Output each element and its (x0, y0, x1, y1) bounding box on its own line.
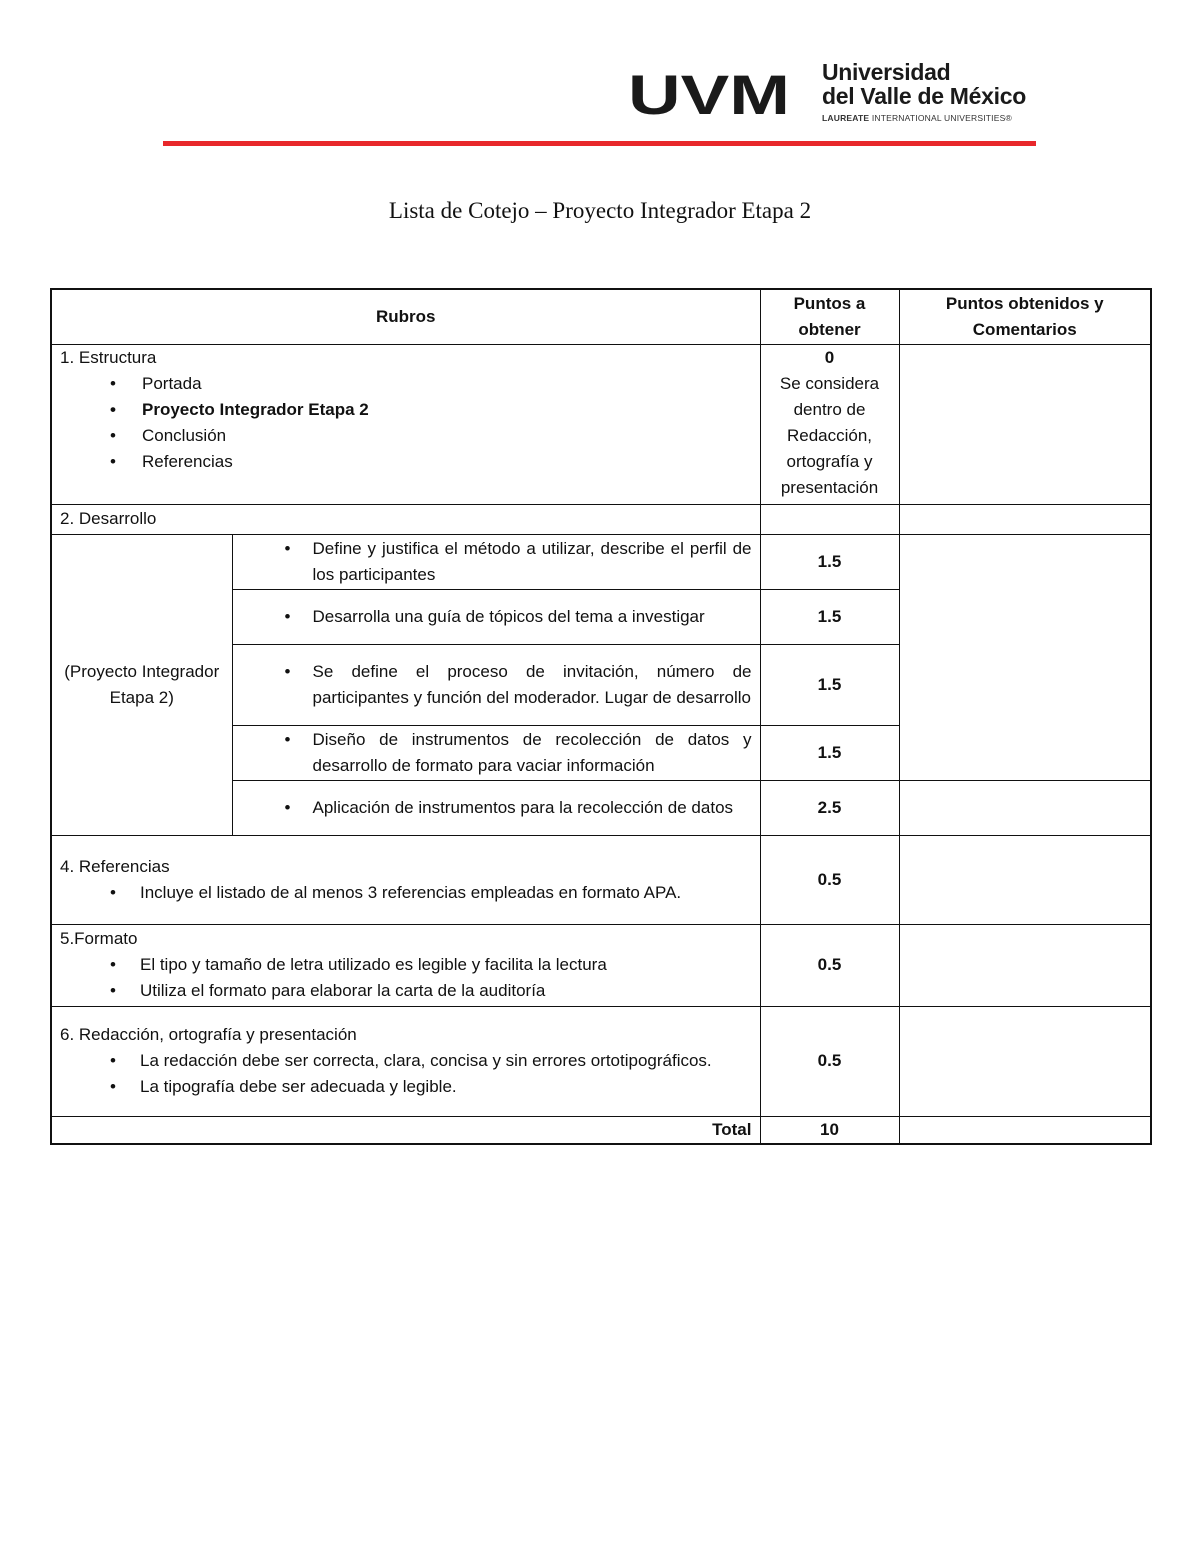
row-total (51, 1116, 1151, 1144)
list-item: • Proyecto Integrador Etapa 2 (142, 397, 752, 423)
laureate-tagline (822, 113, 1026, 123)
desarrollo-item-1: • Define y justifica el método a utilizar, describe el perfil de los participantes (232, 534, 760, 589)
desarrollo-points-2: 1.5 (760, 589, 899, 644)
redaccion-cell (51, 1006, 760, 1116)
logo-uvm-text: UVM (628, 70, 790, 118)
desarrollo-title-points (760, 504, 899, 534)
estructura-title: 1. Estructura (60, 347, 157, 367)
list-item: • Portada (142, 371, 752, 397)
desarrollo-item-4: • Diseño de instrumentos de recolección de datos y desarrollo de formato para vaciar información (232, 725, 760, 780)
estructura-comments[interactable] (899, 344, 1151, 504)
header-rubros: Rubros (51, 289, 760, 344)
row-desarrollo-1 (51, 534, 1151, 589)
list-item: • La tipografía debe ser adecuada y legible. (140, 1074, 752, 1100)
redaccion-comments[interactable] (899, 1006, 1151, 1116)
list-item: • Referencias (142, 449, 752, 475)
row-formato (51, 924, 1151, 1006)
desarrollo-item-2: • Desarrolla una guía de tópicos del tema a investigar (232, 589, 760, 644)
referencias-points: 0.5 (760, 835, 899, 924)
referencias-cell (51, 835, 760, 924)
estructura-note: Se considera dentro de Redacción, ortografía y presentación (779, 373, 880, 497)
row-redaccion (51, 1006, 1151, 1116)
tagline-rest: INTERNATIONAL UNIVERSITIES® (871, 113, 1012, 123)
desarrollo-title-comments[interactable] (899, 504, 1151, 534)
header-puntos: Puntos a obtener (760, 289, 899, 344)
checklist-table (50, 288, 1152, 1145)
desarrollo-points-4: 1.5 (760, 725, 899, 780)
desarrollo-comments-b[interactable] (899, 780, 1151, 835)
desarrollo-group-label: (Proyecto Integrador Etapa 2) (51, 534, 232, 835)
row-estructura (51, 344, 1151, 504)
redaccion-points: 0.5 (760, 1006, 899, 1116)
total-label: Total (51, 1116, 760, 1144)
referencias-title: 4. Referencias (60, 856, 170, 876)
desarrollo-item-5: • Aplicación de instrumentos para la recolección de datos (232, 780, 760, 835)
desarrollo-title: 2. Desarrollo (51, 504, 760, 534)
formato-cell (51, 924, 760, 1006)
estructura-points: 0 (824, 347, 835, 367)
redaccion-title: 6. Redacción, ortografía y presentación (60, 1025, 357, 1044)
list-item: • El tipo y tamaño de letra utilizado es legible y facilita la lectura (140, 952, 752, 978)
list-item: • Conclusión (142, 423, 752, 449)
header-row (51, 289, 1151, 344)
estructura-cell (51, 344, 760, 504)
list-item: • Incluye el listado de al menos 3 referencias empleadas en formato APA. (140, 880, 752, 906)
university-name-block (822, 60, 1026, 123)
formato-list (60, 952, 752, 1004)
list-item: • La redacción debe ser correcta, clara, concisa y sin errores ortotipográficos. (140, 1048, 752, 1074)
formato-comments[interactable] (899, 924, 1151, 1006)
desarrollo-points-1: 1.5 (760, 534, 899, 589)
desarrollo-comments-a[interactable] (899, 534, 1151, 780)
row-desarrollo-title (51, 504, 1151, 534)
tagline-bold: LAUREATE (822, 113, 870, 123)
referencias-comments[interactable] (899, 835, 1151, 924)
estructura-list (60, 371, 752, 475)
redaccion-list (60, 1048, 752, 1100)
header-red-rule (163, 141, 1036, 146)
estructura-points-cell (760, 344, 899, 504)
header-obtenidos: Puntos obtenidos y Comentarios (899, 289, 1151, 344)
total-comments[interactable] (899, 1116, 1151, 1144)
desarrollo-item-3: • Se define el proceso de invitación, número de participantes y función del moderador. Lugar de desarrollo (232, 644, 760, 725)
university-name-line1: Universidad (822, 59, 951, 85)
referencias-list (60, 880, 752, 906)
desarrollo-points-5: 2.5 (760, 780, 899, 835)
row-referencias (51, 835, 1151, 924)
formato-points: 0.5 (760, 924, 899, 1006)
uvm-logo (628, 70, 790, 118)
document-title: Lista de Cotejo – Proyecto Integrador Etapa 2 (388, 198, 812, 223)
total-points: 10 (760, 1116, 899, 1144)
desarrollo-points-3: 1.5 (760, 644, 899, 725)
formato-title: 5.Formato (60, 929, 138, 948)
list-item: • Utiliza el formato para elaborar la carta de la auditoría (140, 978, 752, 1004)
university-name-line2: del Valle de México (822, 83, 1026, 109)
